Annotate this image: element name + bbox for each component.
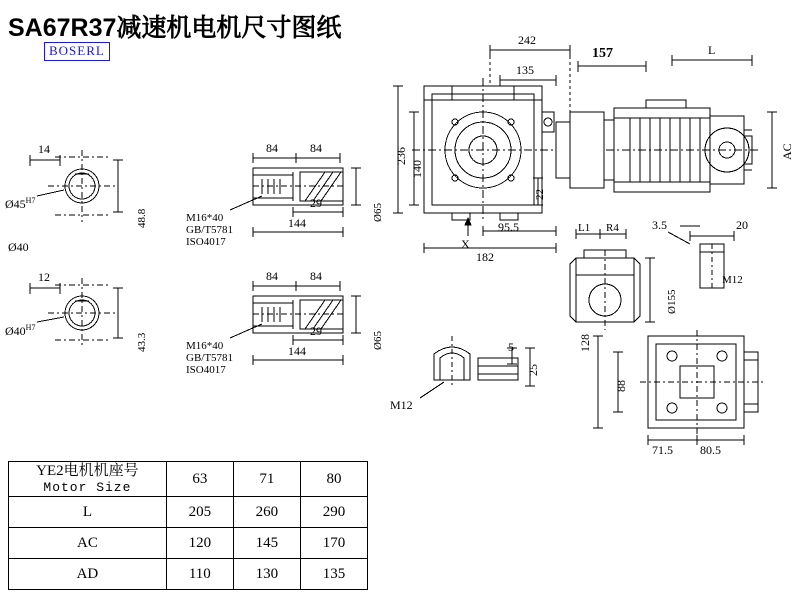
dim-main-140: 140 <box>410 160 424 178</box>
table-header-size-1: 71 <box>233 462 300 497</box>
page-title: SA67R37减速机电机尺寸图纸 <box>8 14 342 42</box>
table-cell-L-80: 290 <box>300 497 367 528</box>
note-shaft2-iso: ISO4017 <box>186 364 226 376</box>
dim-foot-88: 88 <box>614 380 628 392</box>
dim-view1-shaft: Ø40 <box>8 240 29 254</box>
dim-view2-height: 43.3 <box>136 332 148 352</box>
table-row <box>9 559 368 590</box>
motor-size-table <box>8 461 368 590</box>
dim-shaft2-dia: Ø65 <box>372 331 384 350</box>
bore-fit-2: H7 <box>25 323 36 332</box>
note-shaft2-std: GB/T5781 <box>186 352 234 364</box>
dim-main-95-5: 95.5 <box>498 220 519 234</box>
table-header-size-0: 63 <box>166 462 233 497</box>
dim-main-236: 236 <box>394 147 408 165</box>
label-key-m12: M12 <box>390 398 413 412</box>
dim-shaft2-c: 29 <box>310 324 322 338</box>
dim-key-25: 25 <box>526 364 540 376</box>
bore-value-2: Ø40 <box>5 324 26 338</box>
table-cell-AD-71: 130 <box>233 559 300 590</box>
table-row-header <box>9 462 368 497</box>
label-flange-m12: M12 <box>722 274 743 286</box>
dim-flange-r4: R4 <box>606 222 619 234</box>
dim-shaft2-b: 84 <box>310 269 322 283</box>
dim-shaft1-dia: Ø65 <box>372 203 384 222</box>
dim-view1-height: 48.8 <box>136 208 148 228</box>
dim-view1-bore <box>5 196 35 212</box>
dim-main-182: 182 <box>476 250 494 264</box>
dim-view2-width: 12 <box>38 270 50 284</box>
dim-shaft2-a: 84 <box>266 269 278 283</box>
table-cell-L-71: 260 <box>233 497 300 528</box>
dim-main-157: 157 <box>592 46 613 61</box>
table-cell-AD-80: 135 <box>300 559 367 590</box>
dim-main-L: L <box>708 43 716 57</box>
dim-foot-71-5: 71.5 <box>652 443 673 457</box>
table-header-label-en: Motor Size <box>43 480 132 495</box>
dim-shaft1-c: 29 <box>310 196 322 210</box>
note-shaft2-bolt: M16*40 <box>186 340 224 352</box>
dim-view2-bore <box>5 323 35 339</box>
dim-main-242: 242 <box>518 33 536 47</box>
table-cell-AD-63: 110 <box>166 559 233 590</box>
dim-foot-80-5: 80.5 <box>700 443 721 457</box>
table-header-label-cn: YE2电机机座号 <box>36 463 139 479</box>
dim-flange-l1: L1 <box>578 222 591 234</box>
table-cell-AC-80: 170 <box>300 528 367 559</box>
table-row <box>9 497 368 528</box>
table-row-label-L: L <box>9 497 167 528</box>
bore-fit: H7 <box>25 196 36 205</box>
table-row-label-AD: AD <box>9 559 167 590</box>
table-header-size-2: 80 <box>300 462 367 497</box>
dim-main-22: 22 <box>534 189 546 200</box>
dim-view1-width: 14 <box>38 142 50 156</box>
dim-shaft2-d: 144 <box>288 344 306 358</box>
note-shaft1-bolt: M16*40 <box>186 212 224 224</box>
table-cell-AC-71: 145 <box>233 528 300 559</box>
note-shaft1-iso: ISO4017 <box>186 236 226 248</box>
label-section-x: X <box>461 237 470 251</box>
table-row <box>9 528 368 559</box>
note-shaft1-std: GB/T5781 <box>186 224 234 236</box>
dim-foot-128-val: 128 <box>578 334 592 352</box>
dim-shaft1-a: 84 <box>266 141 278 155</box>
dim-shaft1-b: 84 <box>310 141 322 155</box>
table-header-label <box>9 462 167 497</box>
dim-flange-3-5: 3.5 <box>652 218 667 232</box>
dim-flange-20: 20 <box>736 218 748 232</box>
dim-shaft1-d: 144 <box>288 216 306 230</box>
dim-main-AC: AC <box>780 143 794 160</box>
table-row-label-AC: AC <box>9 528 167 559</box>
dim-foot-128 <box>578 334 596 367</box>
dim-main-135: 135 <box>516 63 534 77</box>
brand-logo: BOSERL <box>44 42 110 61</box>
table-cell-L-63: 205 <box>166 497 233 528</box>
bore-value: Ø45 <box>5 197 26 211</box>
dim-key-5: 5 <box>508 340 514 354</box>
table-cell-AC-63: 120 <box>166 528 233 559</box>
dim-flange-dia155: Ø155 <box>666 289 678 314</box>
